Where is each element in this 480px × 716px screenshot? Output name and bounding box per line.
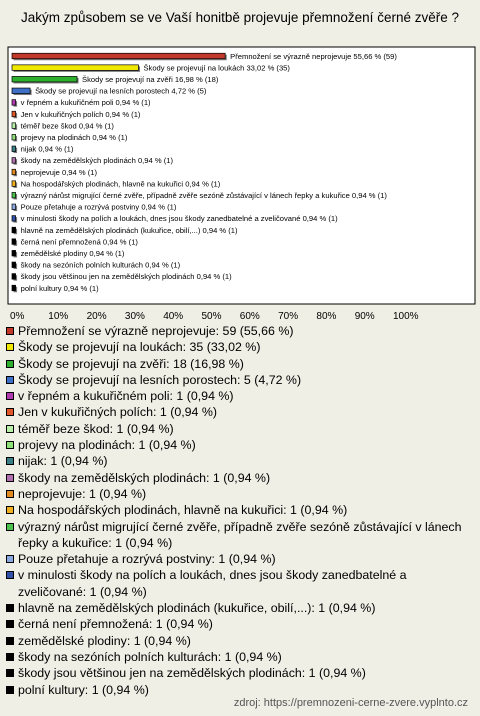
- bar-label: škody na zemědělských plodinách 0,94 % (1): [20, 156, 173, 166]
- legend-label: Přemnožení se výrazně neprojevuje: 59 (55,66 %): [18, 324, 294, 338]
- bar-label: výrazný nárůst migrující černé zvěře, případně zvěře sezóně zůstávající v lánech řepky a kukuřice 0,94 % (1): [20, 191, 387, 200]
- x-tick-label: 60%: [239, 311, 260, 322]
- legend-item: [6, 551, 472, 567]
- legend-label: nijak: 1 (0,94 %): [18, 454, 108, 469]
- legend-swatch: [6, 392, 14, 400]
- legend-item: [6, 649, 472, 665]
- legend-item: [6, 665, 472, 681]
- bar-label: polní kultury 0,94 % (1): [20, 283, 99, 293]
- source-link[interactable]: zdroj: https://premnozeni-cerne-zvere.vyplnto.cz: [233, 697, 468, 709]
- bar-label: škody jsou většinou jen na zemědělských plodinách 0,94 % (1): [20, 272, 232, 282]
- legend-item: [6, 323, 472, 339]
- x-tick-label: 40%: [163, 311, 184, 322]
- bar: [12, 181, 16, 187]
- bar: [12, 262, 16, 268]
- bar: [12, 123, 16, 129]
- bar-label: hlavně na zemědělských plodinách (kukuřice, obilí,...) 0,94 % (1): [20, 225, 238, 235]
- legend-swatch: [6, 669, 14, 677]
- bar-label: neprojevuje 0,94 % (1): [20, 167, 98, 177]
- bar: [12, 53, 225, 59]
- legend-item: [6, 567, 472, 600]
- legend-item: [6, 372, 472, 388]
- legend-label: škody na sezóních polních kulturách: 1 (0,94 %): [18, 649, 282, 664]
- legend: [6, 323, 472, 698]
- x-tick-label: 0%: [10, 311, 25, 322]
- legend-label: škody na zemědělských plodinách: 1 (0,94 %): [18, 470, 271, 485]
- bar: [12, 111, 16, 117]
- bar-label: v řepném a kukuřičném poli 0,94 % (1): [20, 98, 151, 108]
- x-tick-label: 80%: [316, 311, 337, 322]
- bar-label: téměř beze škod 0,94 % (1): [20, 121, 114, 131]
- legend-item: [6, 519, 472, 552]
- legend-label: v řepném a kukuřičném poli: 1 (0,94 %): [18, 389, 234, 404]
- bar: [12, 65, 138, 71]
- legend-item: [6, 404, 472, 420]
- legend-label: hlavně na zemědělských plodinách (kukuřice, obilí,...): 1 (0,94 %): [18, 601, 376, 616]
- bar-label: nijak 0,94 % (1): [20, 144, 74, 154]
- x-ticks-group: [10, 311, 419, 322]
- x-tick-label: 50%: [201, 311, 222, 322]
- legend-swatch: [6, 425, 14, 433]
- bar-label: Škody se projevují na zvěři 16,98 % (18): [82, 75, 219, 84]
- bar: [12, 146, 16, 152]
- bar-label: Škody se projevují na loukách 33,02 % (35): [143, 63, 290, 73]
- legend-swatch: [6, 555, 14, 563]
- legend-swatch: [6, 620, 14, 628]
- legend-label: škody jsou většinou jen na zemědělských plodinách: 1 (0,94 %): [18, 666, 366, 681]
- bar-label: Škody se projevují na lesních porostech 4,72 % (5): [35, 86, 207, 96]
- legend-item: [6, 421, 472, 437]
- legend-label: černá není přemnožená: 1 (0,94 %): [18, 617, 213, 632]
- bar: [12, 134, 16, 140]
- legend-item: [6, 437, 472, 453]
- legend-item: [6, 616, 472, 632]
- legend-item: [6, 453, 472, 469]
- legend-swatch: [6, 523, 14, 531]
- x-tick-label: 10%: [48, 311, 69, 322]
- legend-item: [6, 470, 472, 486]
- legend-item: [6, 600, 472, 616]
- legend-swatch: [6, 343, 14, 351]
- bar-label: černá není přemnožená 0,94 % (1): [20, 237, 138, 247]
- bar: [12, 216, 16, 222]
- legend-label: Pouze přetahuje a rozrývá postviny: 1 (0,94 %): [18, 552, 276, 567]
- legend-swatch: [6, 360, 14, 368]
- legend-swatch: [6, 457, 14, 465]
- bar: [12, 192, 16, 198]
- bar-label: projevy na plodinách 0,94 % (1): [20, 133, 128, 142]
- legend-item: [6, 388, 472, 404]
- bar: [12, 169, 16, 175]
- x-tick-label: 90%: [354, 311, 375, 322]
- legend-swatch: [6, 376, 14, 384]
- x-tick-label: 20%: [86, 311, 107, 322]
- legend-label: neprojevuje: 1 (0,94 %): [18, 486, 147, 501]
- bar: [12, 158, 16, 164]
- legend-label: Škody se projevují na loukách: 35 (33,02 %): [18, 340, 261, 355]
- legend-swatch: [6, 571, 14, 579]
- bar: [12, 239, 16, 245]
- bar: [12, 285, 16, 291]
- legend-swatch: [6, 686, 14, 694]
- bar-label: Jen v kukuřičných polích 0,94 % (1): [20, 109, 141, 119]
- legend-swatch: [6, 327, 14, 335]
- legend-swatch: [6, 408, 14, 416]
- legend-label: zemědělské plodiny: 1 (0,94 %): [18, 633, 191, 648]
- bar-label: v minulosti škody na polích a loukách, dnes jsou škody zanedbatelné a zveličované 0,94 % (1): [20, 214, 338, 224]
- legend-item: [6, 633, 472, 649]
- legend-label: Na hospodářských plodinách, hlavně na kukuřici: 1 (0,94 %): [18, 503, 348, 518]
- bar: [12, 227, 16, 233]
- legend-label: v minulosti škody na polích a loukách, dnes jsou škody zanedbatelné a zveličované: 1 (0,94 %): [18, 568, 407, 599]
- legend-swatch: [6, 653, 14, 661]
- bar-label: Na hospodářských plodinách, hlavně na kukuřici 0,94 % (1): [20, 179, 221, 189]
- legend-label: Škody se projevují na lesních porostech: 5 (4,72 %): [18, 372, 302, 387]
- legend-label: Škody se projevují na zvěři: 18 (16,98 %): [18, 356, 244, 371]
- x-tick-label: 30%: [124, 311, 145, 322]
- legend-label: polní kultury: 1 (0,94 %): [18, 682, 149, 697]
- legend-swatch: [6, 441, 14, 449]
- bar-label: Přemnožení se výrazně neprojevuje 55,66 % (59): [230, 51, 397, 61]
- legend-item: [6, 486, 472, 502]
- bar: [12, 76, 77, 82]
- legend-label: projevy na plodinách: 1 (0,94 %): [18, 438, 196, 453]
- legend-label: Jen v kukuřičných polích: 1 (0,94 %): [18, 405, 218, 420]
- legend-swatch: [6, 474, 14, 482]
- bar-label: Pouze přetahuje a rozrývá postviny 0,94 % (1): [20, 202, 177, 212]
- legend-label: výrazný nárůst migrující černé zvěře, případně zvěře sezóně zůstávající v lánech řepky a kukuřice: 1 (0,94 %): [18, 519, 462, 550]
- legend-item: [6, 502, 472, 518]
- legend-item: [6, 682, 472, 698]
- bar-chart: [0, 0, 480, 322]
- chart-title: Jakým způsobem se ve Vaší honitbě projevuje přemnožení černé zvěře ?: [21, 10, 459, 25]
- legend-swatch: [6, 490, 14, 498]
- bar-label: škody na sezóních polních kulturách 0,94 % (1): [20, 260, 181, 270]
- legend-item: [6, 356, 472, 372]
- legend-label: téměř beze škod: 1 (0,94 %): [18, 421, 174, 436]
- bar-label: zemědělské plodiny 0,94 % (1): [20, 249, 125, 258]
- bar: [12, 100, 16, 106]
- x-tick-label: 100%: [393, 311, 419, 322]
- x-tick-label: 70%: [278, 311, 299, 322]
- legend-swatch: [6, 506, 14, 514]
- bar: [12, 274, 16, 280]
- bar: [12, 204, 16, 210]
- legend-swatch: [6, 604, 14, 612]
- legend-swatch: [6, 637, 14, 645]
- bar: [12, 88, 30, 94]
- legend-item: [6, 339, 472, 355]
- bar: [12, 250, 16, 256]
